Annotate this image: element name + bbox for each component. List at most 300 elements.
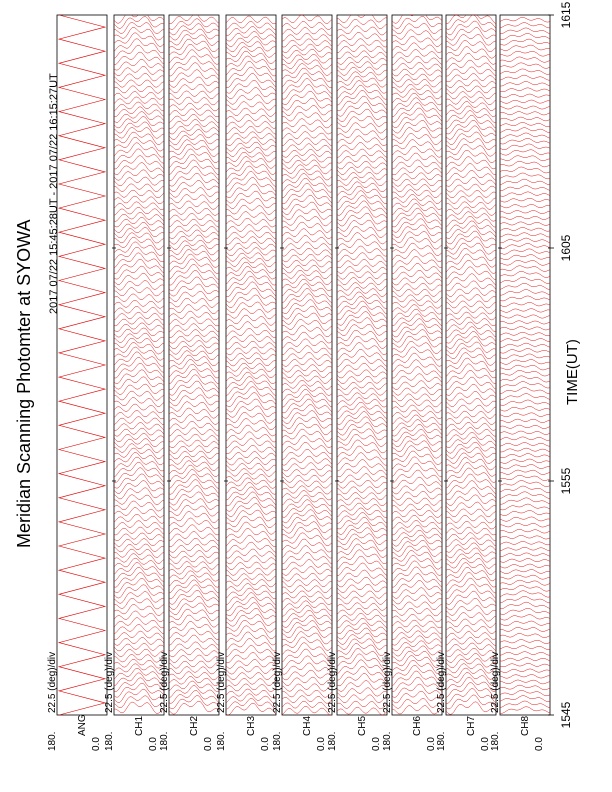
scan-trace: [169, 50, 219, 65]
scan-trace: [226, 161, 276, 175]
scan-trace: [392, 470, 442, 483]
scan-trace: [392, 263, 442, 273]
scan-trace: [500, 529, 550, 533]
scan-trace: [114, 444, 164, 453]
scan-trace: [169, 511, 219, 522]
scan-trace: [500, 547, 550, 551]
scan-trace: [337, 283, 387, 291]
scan-trace: [392, 319, 442, 332]
scan-trace: [169, 144, 219, 156]
scan-trace: [446, 226, 496, 239]
scan-trace: [169, 324, 219, 332]
scan-trace: [392, 49, 442, 58]
scale-label: 22.5 (deg)/div: [490, 651, 501, 713]
scan-trace: [500, 117, 550, 121]
scan-trace: [226, 372, 276, 384]
scan-trace: [500, 227, 550, 231]
scan-trace: [169, 124, 219, 134]
scan-trace: [446, 34, 496, 45]
scan-trace: [169, 70, 219, 82]
scan-trace: [392, 127, 442, 138]
scan-trace: [446, 664, 496, 674]
scan-trace: [114, 417, 164, 425]
scan-trace: [282, 677, 332, 686]
scan-trace: [500, 179, 550, 185]
scan-trace: [446, 427, 496, 436]
scan-trace: [337, 570, 387, 581]
scan-trace: [500, 283, 550, 289]
scan-trace: [282, 59, 332, 69]
scan-trace: [282, 610, 332, 622]
scan-trace: [446, 548, 496, 558]
scan-trace: [226, 21, 276, 29]
scan-trace: [337, 577, 387, 587]
scan-trace: [226, 418, 276, 429]
scan-trace: [169, 346, 219, 355]
scan-trace: [446, 468, 496, 483]
y-tick-bottom-label: 0.0: [426, 737, 437, 751]
scan-trace: [169, 440, 219, 448]
scan-trace: [169, 661, 219, 668]
scan-trace: [500, 658, 550, 662]
x-tick-label: 1545: [559, 701, 573, 729]
scan-trace: [114, 533, 164, 541]
scan-trace: [392, 270, 442, 279]
scan-trace: [337, 266, 387, 274]
scan-trace: [446, 584, 496, 599]
scan-trace: [114, 102, 164, 111]
scan-trace: [114, 163, 164, 175]
scan-trace: [392, 457, 442, 471]
scan-trace: [169, 335, 219, 343]
scan-trace: [500, 302, 550, 306]
scan-trace: [500, 249, 550, 254]
scan-trace: [226, 452, 276, 460]
scan-trace: [392, 231, 442, 242]
scan-trace: [392, 23, 442, 34]
scan-trace: [446, 74, 496, 82]
scan-trace: [337, 246, 387, 256]
scan-trace: [114, 637, 164, 645]
scan-trace: [392, 374, 442, 384]
panel-label: CH6: [412, 715, 423, 736]
scan-trace: [500, 517, 550, 521]
scan-trace: [446, 509, 496, 517]
scan-trace: [169, 642, 219, 651]
scan-trace: [114, 573, 164, 588]
scan-trace: [226, 492, 276, 506]
scan-trace: [114, 107, 164, 117]
scan-trace: [500, 382, 550, 389]
scan-trace: [500, 675, 550, 679]
scan-trace: [114, 294, 164, 302]
scan-trace: [337, 673, 387, 686]
scan-trace: [169, 428, 219, 436]
scan-trace: [500, 167, 550, 173]
scan-trace: [337, 376, 387, 384]
scan-trace: [114, 398, 164, 407]
scan-trace: [500, 663, 550, 667]
scan-trace: [392, 68, 442, 76]
scan-trace: [226, 353, 276, 361]
scan-trace: [282, 553, 332, 565]
scan-trace: [226, 387, 276, 402]
scan-trace: [500, 28, 550, 34]
scan-trace: [282, 539, 332, 552]
scan-trace: [114, 659, 164, 668]
scan-trace: [282, 475, 332, 482]
scan-trace: [337, 556, 387, 570]
scan-trace: [282, 119, 332, 128]
scan-trace: [446, 348, 496, 359]
scan-trace: [337, 660, 387, 675]
scan-trace: [226, 276, 276, 291]
y-tick-bottom-label: 0.0: [91, 737, 102, 751]
scan-trace: [114, 202, 164, 210]
scan-trace: [169, 415, 219, 425]
scan-trace: [500, 23, 550, 28]
scan-trace: [500, 106, 550, 109]
scan-trace: [282, 313, 332, 324]
scan-trace: [226, 73, 276, 87]
panel-traces: [337, 13, 387, 715]
scan-trace: [337, 474, 387, 483]
scan-trace: [226, 626, 276, 639]
scan-trace: [500, 33, 550, 39]
panel-label: ANG: [77, 714, 88, 736]
scan-trace: [446, 353, 496, 366]
scan-trace: [226, 516, 276, 528]
scan-trace: [114, 52, 164, 64]
scan-trace: [500, 290, 550, 296]
scan-trace: [337, 80, 387, 93]
scan-trace: [282, 670, 332, 680]
panel-ang: [57, 15, 107, 715]
scan-trace: [169, 388, 219, 401]
scan-trace: [446, 619, 496, 628]
scan-trace: [226, 177, 276, 192]
scan-trace: [337, 349, 387, 361]
scan-trace: [226, 328, 276, 337]
scan-trace: [337, 623, 387, 634]
scan-trace: [337, 423, 387, 436]
scan-trace: [169, 330, 219, 338]
panel-ch4: [282, 15, 332, 715]
scan-trace: [169, 434, 219, 442]
scan-trace: [392, 484, 442, 494]
scale-label: 22.5 (deg)/div: [216, 651, 227, 713]
scan-trace: [226, 368, 276, 378]
scan-trace: [169, 160, 219, 175]
scan-trace: [392, 79, 442, 87]
scan-trace: [169, 421, 219, 430]
scan-trace: [226, 212, 276, 221]
scan-trace: [337, 412, 387, 425]
scan-trace: [392, 660, 442, 674]
scan-trace: [500, 394, 550, 400]
scan-trace: [446, 453, 496, 464]
scan-trace: [169, 318, 219, 326]
scan-trace: [282, 515, 332, 528]
scan-trace: [337, 446, 387, 459]
panel-label: CH1: [134, 715, 145, 736]
scan-trace: [337, 603, 387, 611]
scan-trace: [337, 517, 387, 529]
scan-trace: [392, 646, 442, 656]
scan-trace: [169, 621, 219, 633]
scan-trace: [114, 452, 164, 465]
scan-trace: [282, 169, 332, 180]
scan-trace: [446, 578, 496, 593]
scan-trace: [392, 641, 442, 651]
scan-trace: [226, 666, 276, 674]
scan-trace: [114, 312, 164, 320]
scan-trace: [282, 423, 332, 435]
scan-trace: [392, 656, 442, 668]
scan-trace: [392, 43, 442, 53]
scan-trace: [446, 322, 496, 332]
scan-trace: [114, 554, 164, 564]
scan-trace: [500, 88, 550, 92]
scan-trace: [500, 646, 550, 650]
chart-title: Meridian Scanning Photomter at SYOWA: [14, 219, 34, 548]
scan-trace: [500, 100, 550, 103]
x-tick-label: 1615: [559, 1, 573, 29]
scan-trace: [114, 39, 164, 53]
scan-trace: [446, 231, 496, 244]
scan-trace: [392, 446, 442, 459]
scan-trace: [282, 435, 332, 447]
scan-trace: [226, 598, 276, 611]
scan-trace: [169, 149, 219, 163]
scan-trace: [337, 220, 387, 231]
scan-trace: [114, 439, 164, 448]
scan-trace: [114, 73, 164, 81]
scan-trace: [500, 198, 550, 202]
scan-trace: [446, 260, 496, 273]
scan-trace: [114, 481, 164, 494]
scan-trace: [500, 211, 550, 214]
scan-trace: [337, 608, 387, 616]
scale-label: 22.5 (deg)/div: [327, 651, 338, 713]
scan-trace: [226, 703, 276, 715]
scan-trace: [169, 465, 219, 477]
scan-trace: [446, 126, 496, 140]
scan-trace: [446, 177, 496, 186]
scan-trace: [226, 638, 276, 651]
scan-trace: [500, 204, 550, 208]
scan-trace: [500, 690, 550, 696]
scan-trace: [500, 216, 550, 219]
chart-subtitle: 2017 07/22 15:45:28UT - 2017 07/22 16:15:27UT: [48, 73, 60, 314]
scan-trace: [169, 305, 219, 314]
scan-trace: [446, 221, 496, 233]
scan-trace: [500, 255, 550, 260]
scan-trace: [446, 327, 496, 338]
scan-trace: [114, 618, 164, 628]
scan-trace: [226, 27, 276, 36]
scan-trace: [169, 235, 219, 244]
scan-trace: [500, 559, 550, 563]
scan-trace: [114, 448, 164, 459]
scan-trace: [169, 446, 219, 454]
scan-trace: [282, 463, 332, 471]
scan-trace: [114, 347, 164, 360]
y-tick-bottom-label: 0.0: [316, 737, 327, 751]
scan-trace: [500, 354, 550, 359]
scan-trace: [500, 431, 550, 434]
scan-trace: [114, 702, 164, 713]
scan-trace: [114, 625, 164, 634]
scan-trace: [337, 207, 387, 221]
panel-label: CH4: [302, 715, 313, 736]
scan-trace: [114, 592, 164, 604]
scan-trace: [114, 222, 164, 232]
scan-trace: [169, 676, 219, 686]
scan-trace: [500, 470, 550, 475]
scan-trace: [226, 549, 276, 558]
scan-trace: [169, 201, 219, 210]
scan-trace: [169, 686, 219, 698]
scan-trace: [500, 575, 550, 579]
scan-trace: [226, 620, 276, 632]
scan-trace: [282, 380, 332, 389]
scan-trace: [337, 324, 387, 335]
scan-trace: [282, 98, 332, 110]
scan-trace: [392, 93, 442, 105]
scan-trace: [446, 106, 496, 117]
scan-trace: [169, 166, 219, 180]
scan-trace: [500, 63, 550, 69]
scan-trace: [114, 207, 164, 215]
scan-trace: [226, 67, 276, 82]
scan-trace: [500, 57, 550, 62]
scan-trace: [446, 254, 496, 267]
scan-trace: [337, 177, 387, 186]
scan-trace: [446, 184, 496, 192]
scan-trace: [500, 459, 550, 463]
scan-trace: [226, 56, 276, 70]
scan-trace: [169, 119, 219, 128]
scan-trace: [446, 563, 496, 575]
scan-trace: [282, 365, 332, 373]
scan-trace: [226, 156, 276, 168]
scan-trace: [337, 76, 387, 87]
scan-trace: [500, 222, 550, 226]
panel-ch8: [500, 15, 550, 715]
scan-trace: [446, 653, 496, 662]
scan-trace: [282, 449, 332, 459]
scan-trace: [446, 21, 496, 35]
y-tick-bottom-label: 0.0: [260, 737, 271, 751]
scan-trace: [114, 514, 164, 523]
scan-trace: [337, 654, 387, 669]
scan-trace: [392, 388, 442, 396]
scan-trace: [500, 627, 550, 631]
scan-trace: [500, 585, 550, 591]
scan-trace: [337, 666, 387, 680]
scan-trace: [282, 339, 332, 349]
scan-trace: [446, 60, 496, 70]
scan-trace: [392, 114, 442, 128]
scan-trace: [337, 13, 387, 23]
scan-trace: [500, 349, 550, 354]
scan-trace: [282, 319, 332, 330]
scan-trace: [114, 678, 164, 692]
scan-trace: [114, 127, 164, 138]
scan-trace: [114, 170, 164, 181]
scan-trace: [392, 626, 442, 634]
scan-trace: [500, 419, 550, 423]
scan-trace: [226, 522, 276, 534]
scan-trace: [392, 394, 442, 401]
scan-trace: [392, 277, 442, 285]
scan-trace: [337, 259, 387, 268]
scan-trace: [337, 96, 387, 111]
scan-trace: [392, 520, 442, 529]
scan-trace: [500, 338, 550, 342]
scan-trace: [446, 481, 496, 495]
scan-trace: [282, 229, 332, 239]
scan-trace: [226, 172, 276, 187]
scan-trace: [500, 370, 550, 376]
scan-trace: [500, 465, 550, 470]
scan-trace: [446, 437, 496, 448]
scan-trace: [337, 67, 387, 75]
scan-trace: [337, 613, 387, 622]
scan-trace: [500, 406, 550, 411]
scan-trace: [392, 691, 442, 703]
scan-trace: [282, 429, 332, 441]
panel-ch7: [446, 10, 496, 715]
scan-trace: [500, 271, 550, 277]
scan-trace: [446, 591, 496, 604]
scan-trace: [226, 341, 276, 349]
scan-trace: [500, 376, 550, 382]
scan-trace: [282, 456, 332, 465]
scan-trace: [114, 696, 164, 708]
scan-trace: [114, 558, 164, 570]
scan-trace: [169, 355, 219, 366]
scan-trace: [282, 632, 332, 644]
panel-ch6: [392, 9, 442, 715]
scan-trace: [114, 266, 164, 279]
scan-trace: [282, 560, 332, 570]
scan-trace: [282, 527, 332, 539]
scan-trace: [114, 212, 164, 221]
scan-trace: [500, 39, 550, 45]
scan-trace: [114, 281, 164, 291]
scan-trace: [282, 300, 332, 314]
scan-trace: [446, 688, 496, 703]
y-tick-top-label: 180.: [272, 731, 283, 751]
scan-trace: [446, 202, 496, 210]
scan-trace: [500, 186, 550, 191]
scan-trace: [392, 173, 442, 181]
scan-trace: [169, 249, 219, 261]
panel-ch5: [337, 13, 387, 716]
scan-trace: [500, 192, 550, 197]
scan-trace: [226, 487, 276, 500]
y-tick-bottom-label: 0.0: [371, 737, 382, 751]
scan-trace: [114, 333, 164, 343]
scan-trace: [446, 281, 496, 291]
scan-trace: [169, 566, 219, 575]
scale-label: 22.5 (deg)/div: [272, 651, 283, 713]
scan-trace: [392, 199, 442, 210]
scan-trace: [282, 85, 332, 100]
scan-trace: [500, 45, 550, 51]
